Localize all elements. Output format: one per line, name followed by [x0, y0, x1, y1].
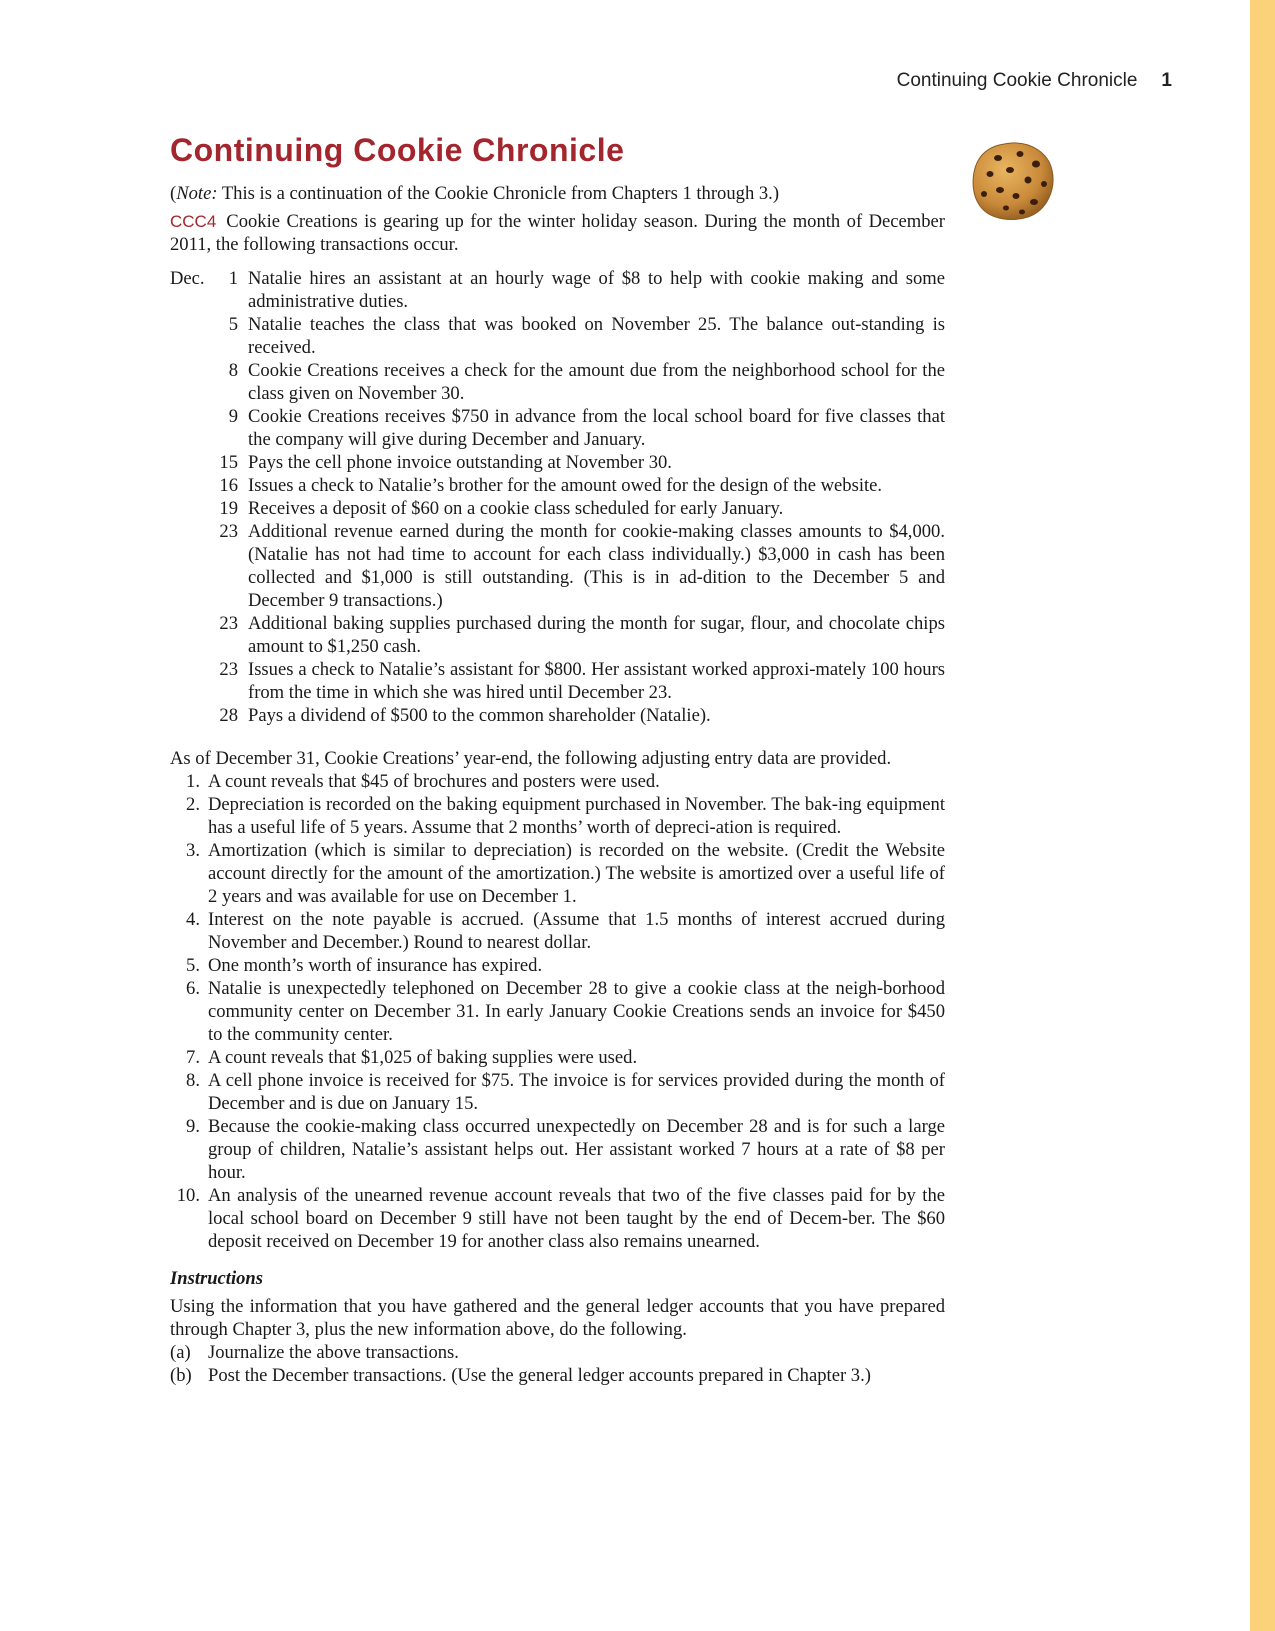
adjustment-text: A cell phone invoice is received for $75. The invoice is for services provided during the month of December and is due on January 15.	[208, 1070, 945, 1114]
adjustment-number: 7.	[186, 1047, 200, 1068]
transaction-text: Natalie teaches the class that was booked on November 25. The balance out-standing is received.	[248, 314, 945, 358]
transaction-text: Pays a dividend of $500 to the common shareholder (Natalie).	[248, 705, 711, 726]
adjustment-number: 3.	[186, 840, 200, 861]
instruction-letter: (b)	[170, 1365, 192, 1386]
adjustment-number: 1.	[186, 771, 200, 792]
adjustment-text: An analysis of the unearned revenue account reveals that two of the five classes paid for by the local school board on December 9 still have not been taught by the end of Decem-ber. The $60 deposit received on December 19 for another class also remains unearned.	[208, 1185, 945, 1252]
transaction-row	[170, 658, 945, 704]
adjustment-text: One month’s worth of insurance has expired.	[208, 955, 543, 976]
transaction-day: 28	[219, 705, 238, 726]
transaction-text: Cookie Creations receives $750 in advance from the local school board for five classes that the company will give during December and January.	[248, 406, 945, 450]
transaction-row	[170, 612, 945, 658]
transaction-text: Additional revenue earned during the month for cookie-making classes amounts to $4,000. (Natalie has not had time to account for each class individually.) $3,000 in cash has been collected and $1,000 is still outstanding. (This is in ad-dition to the December 5 and December 9 transactions.)	[248, 521, 945, 611]
transaction-month	[170, 451, 208, 474]
transaction-day: 23	[219, 659, 238, 680]
transaction-day: 8	[228, 360, 238, 381]
transaction-text: Receives a deposit of $60 on a cookie class scheduled for early January.	[248, 498, 784, 519]
adjustment-item	[170, 908, 945, 954]
adjustment-item	[170, 1046, 945, 1069]
transaction-row	[170, 474, 945, 497]
transaction-text: Pays the cell phone invoice outstanding at November 30.	[248, 452, 672, 473]
adjustment-text: A count reveals that $1,025 of baking supplies were used.	[208, 1047, 638, 1068]
transaction-day: 19	[219, 498, 238, 519]
adjustment-item	[170, 793, 945, 839]
page-title: Continuing Cookie Chronicle	[170, 132, 625, 168]
transaction-day: 23	[219, 521, 238, 542]
adjustment-text: Interest on the note payable is accrued. (Assume that 1.5 months of interest accrued during November and December.) Round to nearest dollar.	[208, 909, 945, 953]
adjustment-number: 9.	[186, 1116, 200, 1137]
instructions-list	[170, 1341, 945, 1387]
intro-text: Cookie Creations is gearing up for the winter holiday season. During the month of December 2011, the following transactions occur.	[170, 211, 945, 255]
transaction-month	[170, 704, 208, 727]
adjustment-item	[170, 1069, 945, 1115]
instruction-item	[170, 1341, 945, 1364]
adjustment-item	[170, 770, 945, 793]
intro-paragraph	[170, 210, 945, 256]
transaction-day: 9	[228, 406, 238, 427]
instructions-intro: Using the information that you have gathered and the general ledger accounts that you have prepared through Chapter 3, plus the new information above, do the following.	[170, 1296, 945, 1340]
transaction-month: Dec.	[170, 268, 205, 289]
adjustment-number: 5.	[186, 955, 200, 976]
transaction-month	[170, 520, 208, 612]
cookie-image	[968, 140, 1056, 222]
transaction-row	[170, 267, 945, 313]
adjustment-number: 4.	[186, 909, 200, 930]
transaction-day: 23	[219, 613, 238, 634]
ccc4-label: CCC4	[170, 212, 217, 231]
note-paragraph: (Note: This is a continuation of the Cookie Chronicle from Chapters 1 through 3.)	[170, 183, 780, 204]
instruction-text: Journalize the above transactions.	[208, 1342, 459, 1363]
transaction-text: Cookie Creations receives a check for the amount due from the neighborhood school for the class given on November 30.	[248, 360, 945, 404]
page-number: 1	[1161, 70, 1172, 91]
transaction-month	[170, 658, 208, 704]
adjustment-text: Depreciation is recorded on the baking equipment purchased in November. The bak-ing equipment has a useful life of 5 years. Assume that 2 months’ worth of depreci-ation is required.	[208, 794, 945, 838]
transaction-row	[170, 451, 945, 474]
adjustment-number: 8.	[186, 1070, 200, 1091]
instruction-item	[170, 1364, 945, 1387]
running-header	[897, 70, 1172, 92]
adjustment-number: 6.	[186, 978, 200, 999]
transaction-text: Issues a check to Natalie’s assistant for $800. Her assistant worked approxi-mately 100 hours from the time in which she was hired until December 23.	[248, 659, 945, 703]
transaction-text: Natalie hires an assistant at an hourly wage of $8 to help with cookie making and some administrative duties.	[248, 268, 945, 312]
transaction-month	[170, 313, 208, 359]
adjustment-item	[170, 839, 945, 908]
adjustment-text: Because the cookie-making class occurred unexpectedly on December 28 and is for such a large group of children, Natalie’s assistant helps out. Her assistant worked 7 hours at a rate of $8 per hour.	[208, 1116, 945, 1183]
transaction-row	[170, 313, 945, 359]
transaction-month	[170, 612, 208, 658]
adjustment-item	[170, 1115, 945, 1184]
transaction-text: Issues a check to Natalie’s brother for the amount owed for the design of the website.	[248, 475, 883, 496]
adjustment-text: A count reveals that $45 of brochures and posters were used.	[208, 771, 660, 792]
adjusting-intro: As of December 31, Cookie Creations’ year-end, the following adjusting entry data are provided.	[170, 748, 892, 769]
transaction-day: 1	[228, 268, 238, 289]
instruction-letter: (a)	[170, 1342, 191, 1363]
transaction-month	[170, 474, 208, 497]
transactions-list	[170, 267, 945, 727]
transaction-row	[170, 520, 945, 612]
adjustment-number: 2.	[186, 794, 200, 815]
adjustment-item	[170, 1184, 945, 1253]
instruction-text: Post the December transactions. (Use the general ledger accounts prepared in Chapter 3.)	[208, 1365, 871, 1386]
adjustment-text: Amortization (which is similar to depreciation) is recorded on the website. (Credit the Website account directly for the amount of the amortization.) The website is amortized over a useful life of 2 years and was available for use on December 1.	[208, 840, 945, 907]
transaction-month	[170, 359, 208, 405]
transaction-row	[170, 359, 945, 405]
note-text: This is a continuation of the Cookie Chronicle from Chapters 1 through 3.)	[217, 183, 780, 204]
side-color-band	[1250, 0, 1275, 1631]
adjustment-number: 10.	[176, 1185, 200, 1206]
transaction-text: Additional baking supplies purchased during the month for sugar, flour, and chocolate chips amount to $1,250 cash.	[248, 613, 945, 657]
transaction-row	[170, 405, 945, 451]
transaction-month	[170, 497, 208, 520]
running-title: Continuing Cookie Chronicle	[896, 70, 1138, 91]
adjustment-item	[170, 954, 945, 977]
transaction-day: 16	[219, 475, 238, 496]
note-label: Note:	[176, 183, 218, 204]
adjustment-text: Natalie is unexpectedly telephoned on December 28 to give a cookie class at the neigh-borhood community center on December 31. In early January Cookie Creations sends an invoice for $450 to the community center.	[208, 978, 945, 1045]
transaction-row	[170, 704, 945, 727]
main-column	[170, 128, 945, 1387]
transaction-row	[170, 497, 945, 520]
transaction-day: 5	[228, 314, 238, 335]
adjustments-list	[170, 770, 945, 1253]
adjustment-item	[170, 977, 945, 1046]
instructions-heading: Instructions	[170, 1268, 264, 1289]
transaction-day: 15	[219, 452, 238, 473]
transaction-month	[170, 405, 208, 451]
